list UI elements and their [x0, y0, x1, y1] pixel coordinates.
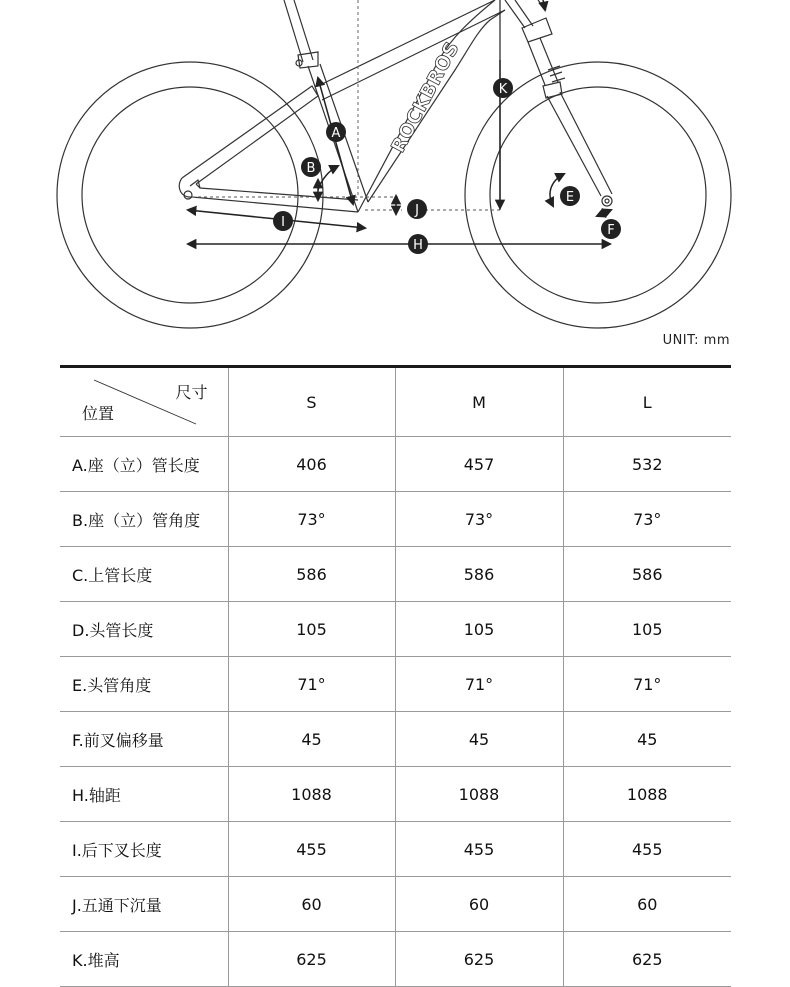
- row-value-m: 71°: [395, 657, 563, 712]
- row-value-s: 625: [228, 932, 395, 987]
- table-row: [60, 437, 731, 492]
- marker-a: [326, 122, 346, 142]
- table-row: [60, 712, 731, 767]
- row-value-l: 105: [563, 602, 731, 657]
- marker-e: [560, 186, 580, 206]
- row-value-l: 625: [563, 932, 731, 987]
- row-label: I.后下叉长度: [60, 822, 228, 877]
- row-label: H.轴距: [60, 767, 228, 822]
- table-row: [60, 547, 731, 602]
- geometry-table: [60, 365, 731, 987]
- marker-i: [273, 211, 293, 231]
- row-label: F.前叉偏移量: [60, 712, 228, 767]
- svg-text:H: H: [413, 238, 423, 253]
- row-value-m: 1088: [395, 767, 563, 822]
- row-value-l: 60: [563, 877, 731, 932]
- row-value-s: 45: [228, 712, 395, 767]
- row-value-s: 406: [228, 437, 395, 492]
- svg-text:F: F: [607, 223, 615, 238]
- marker-b: [301, 157, 321, 177]
- row-value-m: 105: [395, 602, 563, 657]
- svg-text:J: J: [415, 203, 419, 218]
- row-value-s: 455: [228, 822, 395, 877]
- front-wheel: [465, 62, 731, 328]
- row-value-s: 60: [228, 877, 395, 932]
- unit-label: UNIT: mm: [662, 333, 730, 348]
- corner-position-label: 位置: [82, 404, 115, 423]
- row-value-m: 60: [395, 877, 563, 932]
- svg-text:I: I: [281, 215, 285, 230]
- marker-h: [408, 234, 428, 254]
- row-value-l: 532: [563, 437, 731, 492]
- table-row: [60, 767, 731, 822]
- table-row: [60, 492, 731, 547]
- brand-logo: ROCKBROS: [386, 37, 464, 157]
- row-value-l: 45: [563, 712, 731, 767]
- row-label: C.上管长度: [60, 547, 228, 602]
- svg-text:E: E: [565, 190, 575, 205]
- row-label: B.座（立）管角度: [60, 492, 228, 547]
- row-value-l: 1088: [563, 767, 731, 822]
- svg-text:B: B: [306, 161, 316, 176]
- bike-geometry-diagram: [0, 0, 790, 350]
- marker-j: [407, 199, 427, 219]
- row-value-s: 71°: [228, 657, 395, 712]
- table-header-row: [60, 367, 731, 437]
- row-label: K.堆高: [60, 932, 228, 987]
- row-value-l: 455: [563, 822, 731, 877]
- row-value-m: 455: [395, 822, 563, 877]
- row-value-l: 71°: [563, 657, 731, 712]
- row-value-m: 625: [395, 932, 563, 987]
- table-row: [60, 602, 731, 657]
- marker-k: [493, 78, 513, 98]
- bike-frame: [179, 0, 612, 212]
- table-row: [60, 822, 731, 877]
- row-value-m: 45: [395, 712, 563, 767]
- table-row: [60, 932, 731, 987]
- row-value-s: 73°: [228, 492, 395, 547]
- row-label: J.五通下沉量: [60, 877, 228, 932]
- row-value-m: 457: [395, 437, 563, 492]
- rear-wheel: [57, 62, 323, 328]
- row-value-s: 1088: [228, 767, 395, 822]
- marker-f: [601, 219, 621, 239]
- size-header-s: S: [228, 367, 395, 437]
- row-value-l: 586: [563, 547, 731, 602]
- svg-text:A: A: [331, 126, 341, 141]
- row-value-s: 105: [228, 602, 395, 657]
- row-value-s: 586: [228, 547, 395, 602]
- row-label: A.座（立）管长度: [60, 437, 228, 492]
- row-value-l: 73°: [563, 492, 731, 547]
- svg-text:K: K: [498, 82, 508, 97]
- corner-header-cell: [60, 367, 228, 437]
- row-value-m: 586: [395, 547, 563, 602]
- size-header-m: M: [395, 367, 563, 437]
- row-value-m: 73°: [395, 492, 563, 547]
- table-row: [60, 877, 731, 932]
- size-header-l: L: [563, 367, 731, 437]
- corner-size-label: 尺寸: [175, 383, 208, 402]
- table-row: [60, 657, 731, 712]
- row-label: E.头管角度: [60, 657, 228, 712]
- row-label: D.头管长度: [60, 602, 228, 657]
